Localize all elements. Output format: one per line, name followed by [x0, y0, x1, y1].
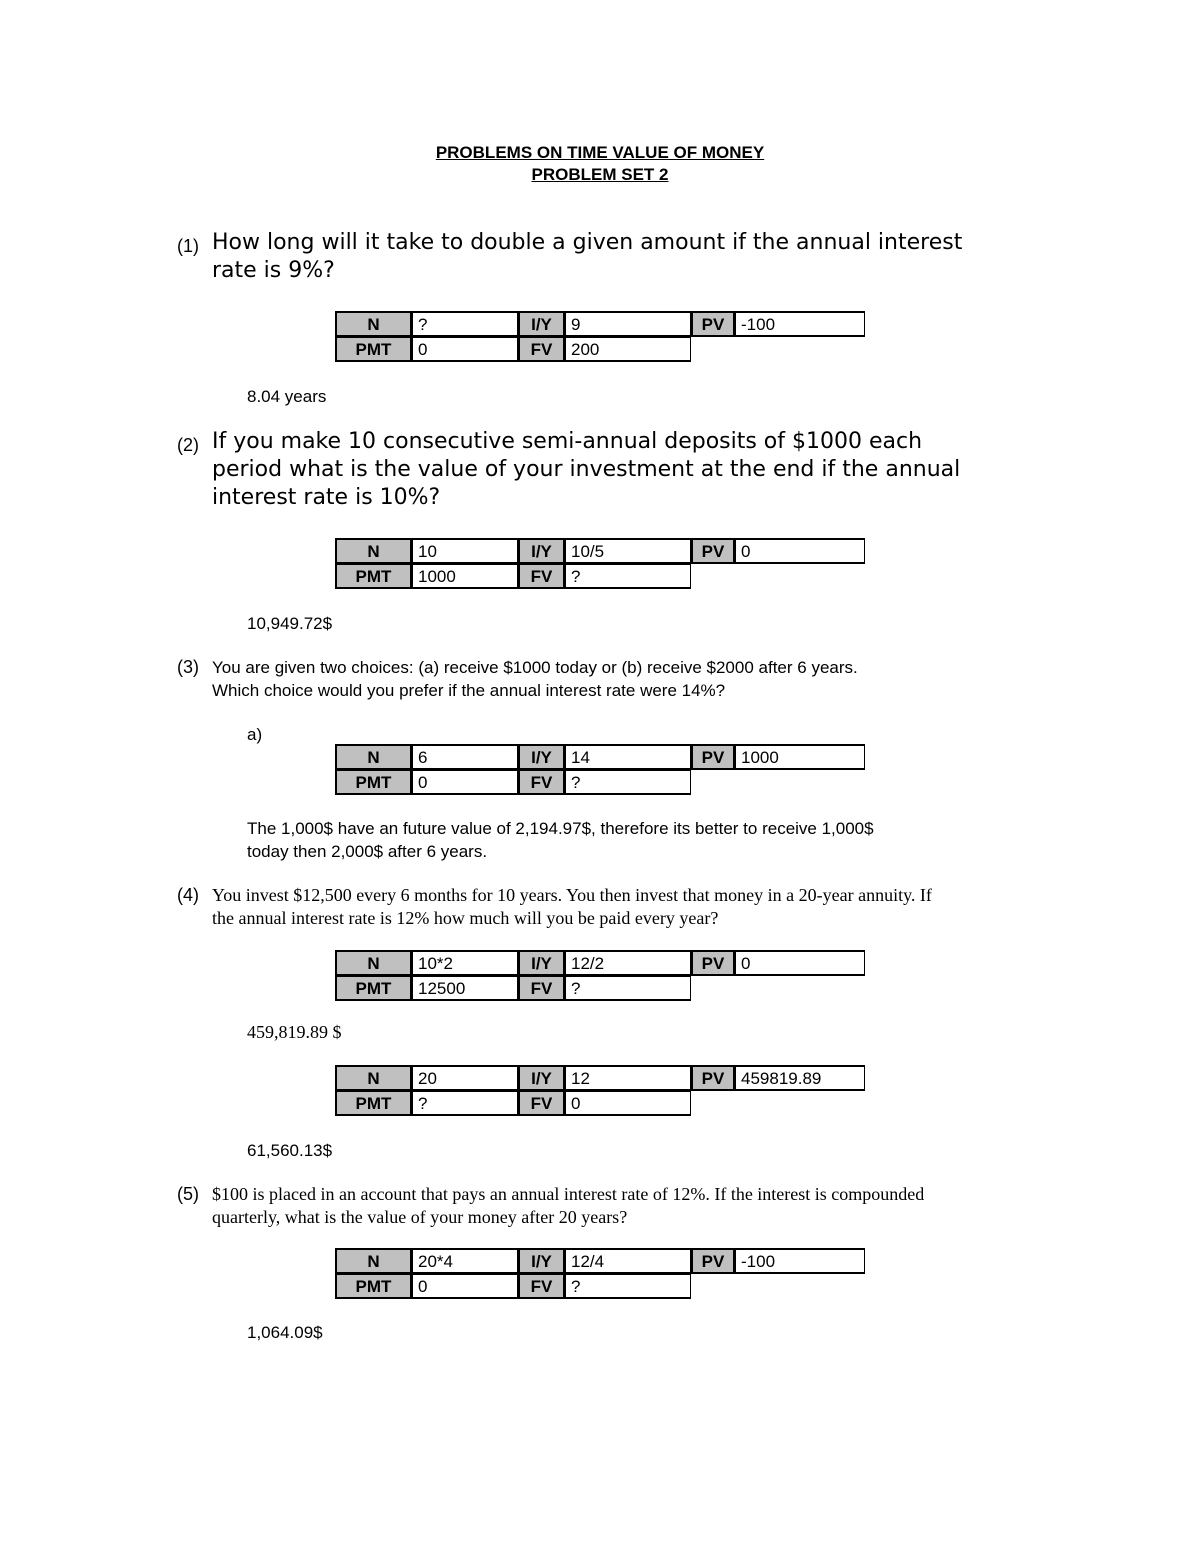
tvm-label-pv: PV: [691, 1065, 735, 1091]
tvm-label-pmt: PMT: [335, 563, 412, 589]
tvm-value-fv: ?: [565, 563, 691, 589]
tvm-value-n: ?: [412, 311, 518, 337]
tvm-label-pmt: PMT: [335, 1090, 412, 1116]
tvm-label-iy: I/Y: [518, 311, 565, 337]
tvm-label-fv: FV: [518, 975, 565, 1001]
answer-line: today then 2,000$ after 6 years.: [247, 842, 488, 861]
question-line: $100 is placed in an account that pays an annual interest rate of 12%. If the interest is compounded: [212, 1184, 925, 1204]
problem-number: (3): [177, 657, 199, 677]
tvm-table: [335, 744, 865, 795]
question-line: period what is the value of your investment at the end if the annual: [212, 457, 961, 482]
tvm-label-n: N: [335, 950, 412, 976]
tvm-value-n: 20: [412, 1065, 518, 1091]
tvm-table: [335, 311, 865, 362]
problem-number: (4): [177, 885, 199, 905]
question-line: Which choice would you prefer if the annual interest rate were 14%?: [212, 681, 726, 700]
tvm-value-iy: 9: [565, 311, 691, 337]
tvm-value-pmt: 1000: [412, 563, 518, 589]
answer-text: 1,064.09$: [247, 1323, 323, 1342]
problem-question: [212, 229, 1042, 285]
tvm-value-fv: 200: [565, 336, 691, 362]
question-line: the annual interest rate is 12% how much will you be paid every year?: [212, 908, 719, 928]
tvm-label-iy: I/Y: [518, 950, 565, 976]
answer-line: The 1,000$ have an future value of 2,194.97$, therefore its better to receive 1,000$: [247, 819, 874, 838]
answer-text: 10,949.72$: [247, 614, 333, 633]
tvm-value-pv: 0: [735, 950, 865, 976]
tvm-value-pmt: 0: [412, 769, 518, 795]
tvm-label-iy: I/Y: [518, 538, 565, 564]
tvm-value-pv: 0: [735, 538, 865, 564]
tvm-value-pmt: 12500: [412, 975, 518, 1001]
page-subtitle: PROBLEM SET 2: [531, 165, 669, 184]
tvm-label-n: N: [335, 538, 412, 564]
tvm-value-fv: ?: [565, 769, 691, 795]
tvm-label-pmt: PMT: [335, 769, 412, 795]
tvm-value-n: 6: [412, 744, 518, 770]
sub-label: a): [247, 725, 263, 744]
problem-number: (1): [177, 236, 199, 256]
page-title: PROBLEMS ON TIME VALUE OF MONEY: [435, 143, 765, 162]
tvm-label-fv: FV: [518, 1090, 565, 1116]
tvm-value-iy: 12/2: [565, 950, 691, 976]
tvm-label-pmt: PMT: [335, 1273, 412, 1299]
tvm-value-iy: 14: [565, 744, 691, 770]
tvm-label-iy: I/Y: [518, 744, 565, 770]
answer-text: [247, 817, 1007, 863]
problem-number: (2): [177, 435, 199, 455]
tvm-value-iy: 12: [565, 1065, 691, 1091]
question-line: interest rate is 10%?: [212, 485, 441, 510]
tvm-label-pv: PV: [691, 1248, 735, 1274]
tvm-label-pv: PV: [691, 538, 735, 564]
tvm-value-iy: 10/5: [565, 538, 691, 564]
tvm-value-pmt: ?: [412, 1090, 518, 1116]
tvm-label-n: N: [335, 311, 412, 337]
tvm-value-pv: 459819.89: [735, 1065, 865, 1091]
tvm-label-iy: I/Y: [518, 1065, 565, 1091]
tvm-label-n: N: [335, 1248, 412, 1274]
tvm-label-iy: I/Y: [518, 1248, 565, 1274]
question-line: rate is 9%?: [212, 258, 335, 283]
problem-question: [212, 884, 1042, 930]
tvm-value-n: 10: [412, 538, 518, 564]
problem-question: [212, 428, 1042, 512]
problem-question: [212, 656, 1042, 702]
tvm-label-pmt: PMT: [335, 975, 412, 1001]
tvm-value-pv: -100: [735, 1248, 865, 1274]
answer-text: 8.04 years: [247, 387, 327, 406]
tvm-value-pmt: 0: [412, 336, 518, 362]
tvm-table: [335, 1248, 865, 1299]
question-line: How long will it take to double a given amount if the annual interest: [212, 230, 963, 255]
tvm-value-pmt: 0: [412, 1273, 518, 1299]
tvm-value-fv: ?: [565, 1273, 691, 1299]
tvm-value-pv: 1000: [735, 744, 865, 770]
tvm-label-fv: FV: [518, 1273, 565, 1299]
tvm-table: [335, 950, 865, 1001]
tvm-label-n: N: [335, 744, 412, 770]
tvm-value-n: 10*2: [412, 950, 518, 976]
tvm-value-n: 20*4: [412, 1248, 518, 1274]
tvm-label-pmt: PMT: [335, 336, 412, 362]
question-line: You are given two choices: (a) receive $1000 today or (b) receive $2000 after 6 years.: [212, 658, 858, 677]
tvm-label-fv: FV: [518, 769, 565, 795]
question-line: You invest $12,500 every 6 months for 10 years. You then invest that money in a 20-year annuity. If: [212, 885, 932, 905]
tvm-value-fv: ?: [565, 975, 691, 1001]
tvm-value-iy: 12/4: [565, 1248, 691, 1274]
question-line: quarterly, what is the value of your money after 20 years?: [212, 1207, 628, 1227]
problem-question: [212, 1183, 1042, 1229]
problem-number: (5): [177, 1184, 199, 1204]
tvm-label-fv: FV: [518, 336, 565, 362]
tvm-label-pv: PV: [691, 311, 735, 337]
tvm-table: [335, 1065, 865, 1116]
tvm-value-pv: -100: [735, 311, 865, 337]
tvm-value-fv: 0: [565, 1090, 691, 1116]
tvm-label-fv: FV: [518, 563, 565, 589]
question-line: If you make 10 consecutive semi-annual deposits of $1000 each: [212, 429, 923, 454]
tvm-label-n: N: [335, 1065, 412, 1091]
tvm-label-pv: PV: [691, 744, 735, 770]
tvm-table: [335, 538, 865, 589]
answer-text: 459,819.89 $: [247, 1022, 342, 1042]
tvm-label-pv: PV: [691, 950, 735, 976]
answer-text: 61,560.13$: [247, 1141, 333, 1160]
